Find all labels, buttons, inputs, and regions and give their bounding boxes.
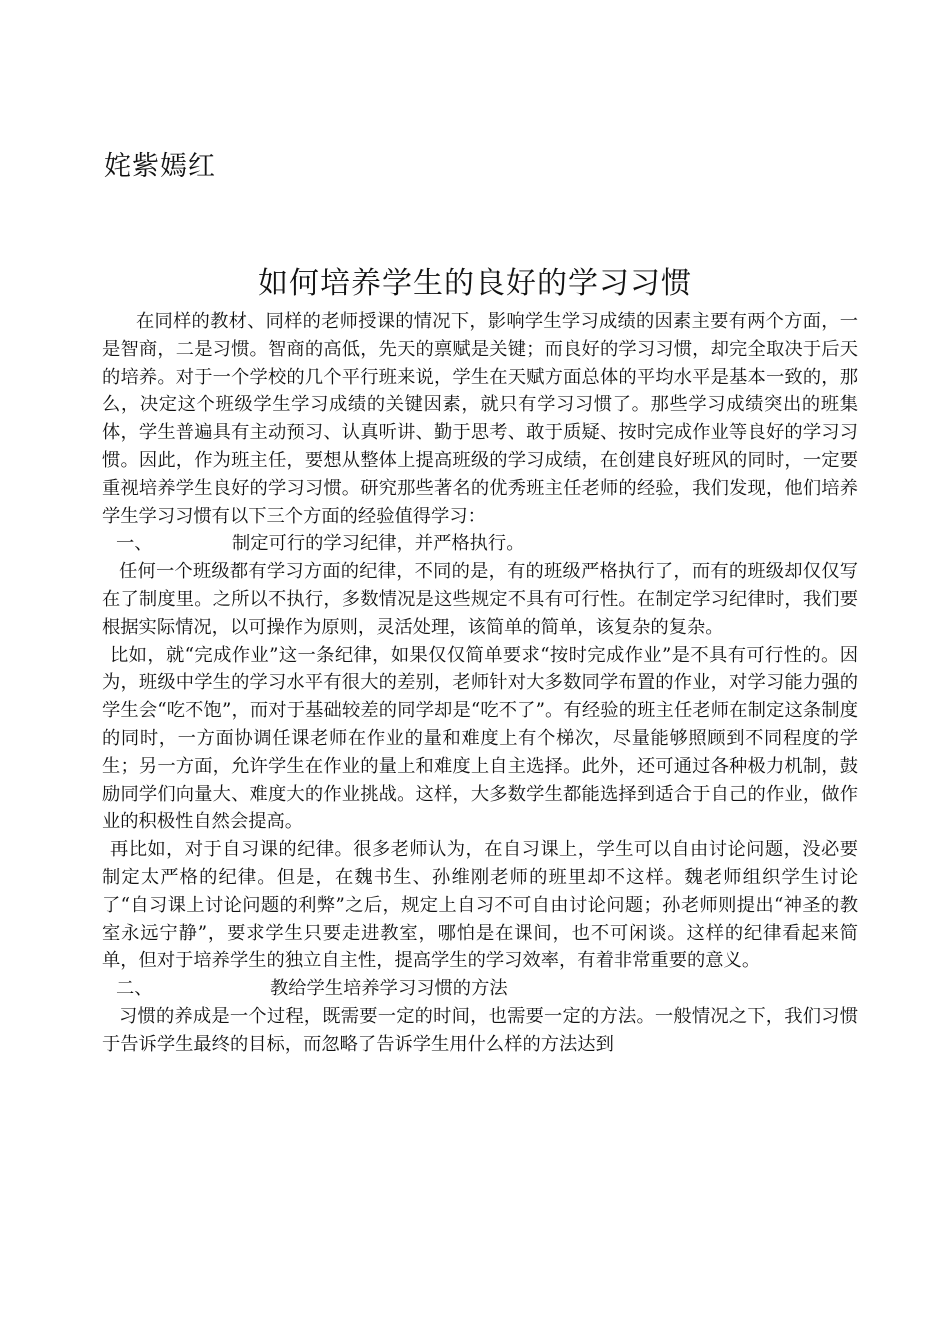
header-note: 姹紫嫣红 [104, 151, 216, 182]
section-heading-2 [102, 975, 858, 1003]
document-body [102, 308, 858, 1059]
section-number-1: 一、 [116, 533, 153, 555]
section2-paragraph-1: 习惯的养成是一个过程，既需要一定的时间，也需要一定的方法。一般情况之下，我们习惯于告诉学生最终的目标，而忽略了告诉学生用什么样的方法达到 [102, 1005, 858, 1055]
section1-paragraph-3: 再比如，对于自习课的纪律。很多老师认为，在自习课上，学生可以自由讨论问题，没必要制定太严格的纪律。但是，在魏书生、孙维刚老师的班里却不这样。魏老师组织学生讨论了“自习课上讨论问题的利弊”之后，规定上自习不可自由讨论问题；孙老师则提出“神圣的教室永远宁静”，要求学生只要走进教室，哪怕是在课间，也不可闲谈。这样的纪律看起来简单，但对于培养学生的独立自主性，提高学生的学习效率，有着非常重要的意义。 [102, 839, 858, 972]
intro-paragraph: 在同样的教材、同样的老师授课的情况下，影响学生学习成绩的因素主要有两个方面，一是智商，二是习惯。智商的高低，先天的禀赋是关键；而良好的学习习惯，却完全取决于后天的培养。对于一个学校的几个平行班来说，学生在天赋方面总体的平均水平是基本一致的，那么，决定这个班级学生学习成绩的关键因素，就只有学习习惯了。那些学习成绩突出的班集体，学生普遍具有主动预习、认真听讲、勤于思考、敢于质疑、按时完成作业等良好的学习习惯。因此，作为班主任，要想从整体上提高班级的学习成绩，在创建良好班风的同时，一定要重视培养学生良好的学习习惯。研究那些著名的优秀班主任老师的经验，我们发现，他们培养学生学习习惯有以下三个方面的经验值得学习： [102, 311, 858, 527]
section1-paragraph-2: 比如，就“完成作业”这一条纪律，如果仅仅简单要求“按时完成作业”是不具有可行性的。因为，班级中学生的学习水平有很大的差别，老师针对大多数同学布置的作业，对学习能力强的学生会“吃不饱”，而对于基础较差的同学却是“吃不了”。有经验的班主任老师在制定这条制度的同时，一方面协调任课老师在作业的量和难度上有个梯次，尽量能够照顾到不同程度的学生；另一方面，允许学生在作业的量上和难度上自主选择。此外，还可通过各种极力机制，鼓励同学们向量大、难度大的作业挑战。这样，大多数学生都能选择到适合于自己的作业，做作业的积极性自然会提高。 [102, 644, 858, 833]
section-heading-1 [102, 530, 858, 558]
section1-paragraph-1: 任何一个班级都有学习方面的纪律，不同的是，有的班级严格执行了，而有的班级却仅仅写在了制度里。之所以不执行，多数情况是这些规定不具有可行性。在制定学习纪律时，我们要根据实际情况，以可操作为原则，灵活处理，该简单的简单，该复杂的复杂。 [102, 561, 858, 638]
section-number-2: 二、 [116, 978, 153, 1000]
section-title-2: 教给学生培养学习习惯的方法 [270, 978, 508, 1000]
document-title: 如何培养学生的良好的学习习惯 [258, 266, 692, 301]
section-title-1: 制定可行的学习纪律，并严格执行。 [232, 533, 525, 555]
